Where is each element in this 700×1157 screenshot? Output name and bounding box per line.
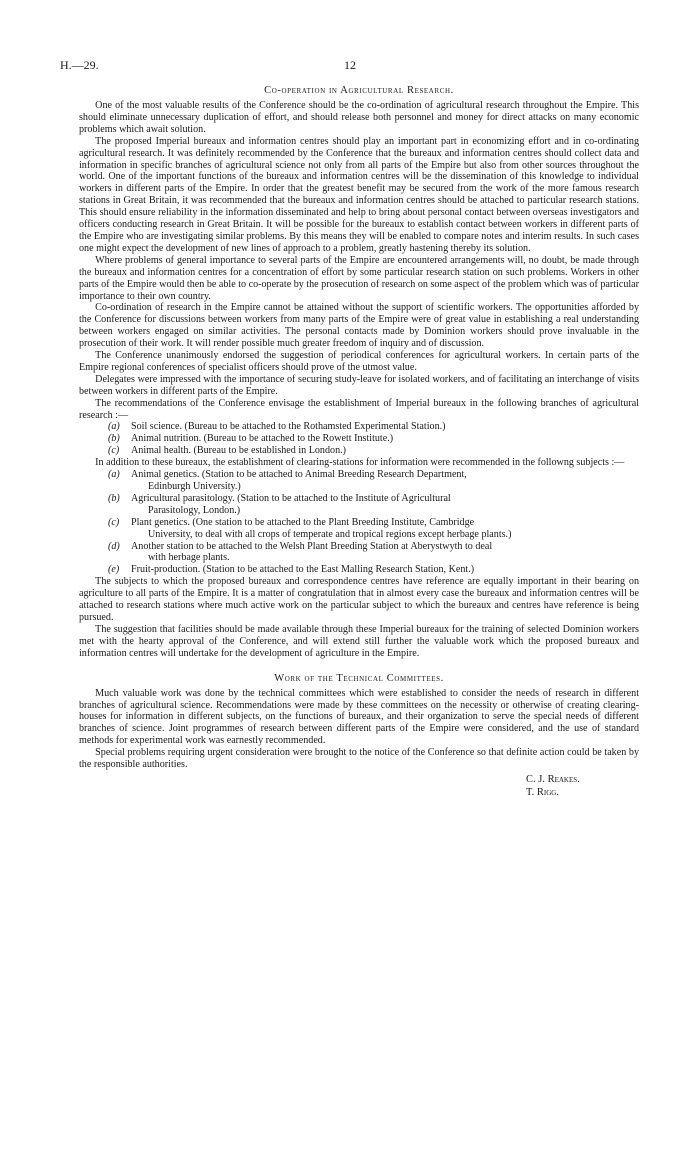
paragraph: The recommendations of the Conference envisage the establishment of Imperial bureaux in the following branches of agricultural research :— <box>79 397 639 421</box>
signatory-name: T. Rigg. <box>526 786 559 798</box>
paragraph: Where problems of general importance to several parts of the Empire are encountered arrangements will, no doubt, be made through the bureaux and information centres for a concentration of effort by some particular research station on such problems. Workers in other parts of the Empire would then be able to co-operate by the prosecution of research on some aspect of the problem which was of particular importance to their own country. <box>79 254 640 302</box>
list-marker: (c) <box>108 516 120 528</box>
list-marker: (e) <box>108 564 120 576</box>
list-item-text: Agricultural parasitology. (Station to be attached to the Institute of Agricultural <box>131 492 451 504</box>
list-marker: (b) <box>108 433 120 445</box>
list-item-continuation: University, to deal with all crops of temperate and tropical regions except herbage plants.) <box>148 528 512 540</box>
list-item <box>79 493 639 517</box>
list-item <box>79 517 639 541</box>
list-item-text: Fruit-production. (Station to be attached to the East Malling Research Station, Kent.) <box>131 564 475 576</box>
list-item <box>79 421 639 433</box>
list-item-text: Animal genetics. (Station to be attached to Animal Breeding Research Department, <box>131 469 467 481</box>
paragraph: Delegates were impressed with the importance of securing study-leave for isolated workers, and of facilitating an interchange of visits between workers in different parts of the Empire. <box>79 373 639 397</box>
paragraph: One of the most valuable results of the Conference should be the co-ordination of agricultural research throughout the Empire. This should eliminate unnecessary duplication of effort, and should release both personnel and money for direct attacks on many economic problems which await solution. <box>79 100 639 135</box>
list-item <box>79 433 639 445</box>
section-heading-committees: Work of the Technical Committees. <box>274 672 444 684</box>
list-marker: (a) <box>108 421 120 433</box>
list-item <box>79 564 639 576</box>
paragraph: The proposed Imperial bureaux and information centres should play an important part in economizing effort and in co-ordinating agricultural research. It was definitely recommended by the Conference that the bureaux and information centres should collect data and information in specific branches of agricultural science not only from all parts of the Empire but also from other sources throughout the world. One of the important functions of the bureaux and information centres will be the dissemination of this knowledge to individual workers in different parts of the Empire. In order that the greatest benefit may be secured from the work of the more famous research stations in Great Britain, it was recommended that the bureaux and information centres should be attached to particular research stations. This should ensure reliability in the information disseminated and help to bring about personal contact between overseas investigators and officers conducting research in Great Britain. It will be possible for the bureaux to establish contact between workers in different parts of the Empire who are investigating similar problems. By this means they will be enabled to compare notes and interim results. In such cases one might expect the development of new lines of approach to a problem, greatly hastening thereby its solution. <box>79 135 639 254</box>
list-item-text: Plant genetics. (One station to be attached to the Plant Breeding Institute, Cambridge <box>131 516 475 528</box>
section-heading-research: Co-operation in Agricultural Research. <box>264 85 454 96</box>
signatory-name: C. J. Reakes. <box>526 773 580 785</box>
list-item-continuation: Parasitology, London.) <box>148 504 241 516</box>
paragraph: Co-ordination of research in the Empire cannot be attained without the support of scientific workers. The opportunities afforded by the Conference for discussions between workers from many parts of the Empire were of great value in establishing a real understanding between workers engaged on similar activities. The personal contacts made by Dominion workers should prove invaluable in the prosecution of their work. It will render possible much greater freedom of inquiry and of discussion. <box>79 302 639 350</box>
list-item-continuation: with herbage plants. <box>148 552 230 564</box>
paragraph: In addition to these bureaux, the establishment of clearing-stations for information were recommended in the followng subjects :— <box>95 457 625 469</box>
paragraph: The subjects to which the proposed bureaux and correspondence centres have reference are equally important in their bearing on agriculture to all parts of the Empire. It is a matter of congratulation that in almost every case the bureaux and information centres will be attached to research stations where much active work on the particular subject to which the bureaux and centres have reference is being pursued. <box>79 576 639 623</box>
signatures <box>79 773 639 799</box>
bureaux-list <box>79 421 639 457</box>
list-marker: (a) <box>108 469 120 481</box>
list-item <box>79 469 639 493</box>
list-marker: (d) <box>108 540 120 552</box>
list-marker: (b) <box>108 492 120 504</box>
list-item-text: Animal health. (Bureau to be established in London.) <box>131 445 346 457</box>
paragraph: Special problems requiring urgent consideration were brought to the notice of the Conference so that definite action could be taken by the responsible authorities. <box>79 747 639 771</box>
list-item <box>79 445 639 457</box>
list-marker: (c) <box>108 445 120 457</box>
page-body <box>79 82 639 799</box>
paragraph: The Conference unanimously endorsed the suggestion of periodical conferences for agricultural workers. In certain parts of the Empire regional conferences of specialist officers should prove of the utmost value. <box>79 350 639 373</box>
list-item-text: Animal nutrition. (Bureau to be attached to the Rowett Institute.) <box>131 433 394 445</box>
page-number: 12 <box>344 58 356 72</box>
list-item-text: Soil science. (Bureau to be attached to the Rothamsted Experimental Station.) <box>131 421 446 433</box>
page-header <box>60 60 640 74</box>
list-item-continuation: Edinburgh University.) <box>148 481 241 492</box>
paragraph: The suggestion that facilities should be made available through these Imperial bureaux for the training of selected Dominion workers met with the hearty approval of the Conference, and will extend still further the valuable work which the proposed bureaux and information centres will undertake for the development of agriculture in the Empire. <box>79 623 639 659</box>
paragraph: Much valuable work was done by the technical committees which were established to consider the needs of research in different branches of agricultural science. Recommendations were made by these committees on the necessity or otherwise of creating clearing-houses for information in different subjects, on the functions of bureaux, and their organization to serve the special needs of different branches of science. Joint programmes of research between different parts of the Empire were considered, and the use of standard methods for experimental work was earnestly recommended. <box>79 687 639 747</box>
document-reference: H.—29. <box>60 58 99 72</box>
list-item-text: Another station to be attached to the Welsh Plant Breeding Station at Aberystwyth to deal <box>131 540 493 552</box>
clearing-stations-list <box>79 469 639 576</box>
list-item <box>79 541 639 565</box>
